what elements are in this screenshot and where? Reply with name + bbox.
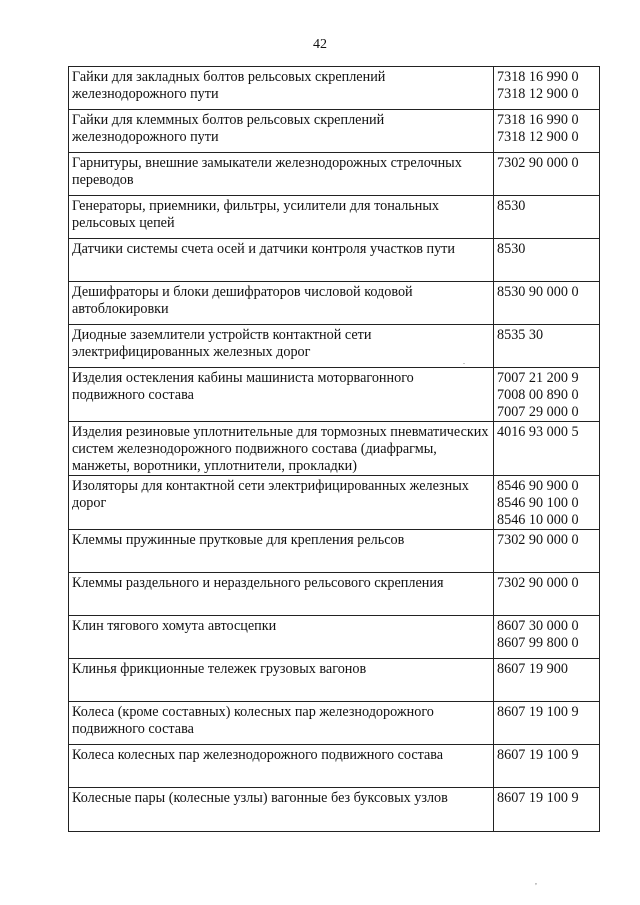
tnved-code-cell	[494, 530, 600, 573]
tnved-code-cell	[494, 325, 600, 368]
tnved-code: 7318 16 990 0	[497, 112, 579, 128]
product-name-cell: Клеммы раздельного и нераздельного рельсового скрепления	[69, 573, 494, 616]
product-name-cell: Колеса (кроме составных) колесных пар железнодорожного подвижного состава	[69, 702, 494, 745]
tnved-code: 8530	[497, 198, 526, 214]
tnved-code: 8530	[497, 241, 526, 257]
product-name-cell: Диодные заземлители устройств контактной сети электрифицированных железных дорог	[69, 325, 494, 368]
tnved-code: 8607 19 100 9	[497, 704, 579, 720]
tnved-code: 8607 19 100 9	[497, 790, 579, 806]
tnved-code: 8607 99 800 0	[497, 635, 579, 651]
product-name-cell: Гайки для клеммных болтов рельсовых скреплений железнодорожного пути	[69, 110, 494, 153]
scan-mark: ,	[535, 877, 537, 886]
product-name-cell: Дешифраторы и блоки дешифраторов числовой кодовой автоблокировки	[69, 282, 494, 325]
table-row	[69, 745, 600, 788]
tnved-code: 8530 90 000 0	[497, 284, 579, 300]
tnved-code: 7318 16 990 0	[497, 69, 579, 85]
tnved-code: 8607 19 900	[497, 661, 568, 677]
tnved-code: 8607 30 000 0	[497, 618, 579, 634]
tnved-code-cell	[494, 702, 600, 745]
product-name-cell: Изоляторы для контактной сети электрифицированных железных дорог	[69, 476, 494, 530]
product-name-cell: Изделия остекления кабины машиниста моторвагонного подвижного состава	[69, 368, 494, 422]
scan-mark: .	[463, 357, 465, 366]
tnved-code: 7008 00 890 0	[497, 387, 579, 403]
tnved-code-cell	[494, 573, 600, 616]
table-row	[69, 702, 600, 745]
tnved-code-cell	[494, 282, 600, 325]
table-row	[69, 573, 600, 616]
product-name-cell: Гайки для закладных болтов рельсовых скреплений железнодорожного пути	[69, 67, 494, 110]
tnved-code-cell	[494, 153, 600, 196]
tnved-code: 4016 93 000 5	[497, 424, 579, 440]
product-name-cell: Колесные пары (колесные узлы) вагонные без буксовых узлов	[69, 788, 494, 832]
table-row	[69, 788, 600, 832]
tnved-code: 7318 12 900 0	[497, 86, 579, 102]
tnved-code: 7302 90 000 0	[497, 575, 579, 591]
table-row	[69, 616, 600, 659]
table-row	[69, 422, 600, 476]
page-number: 42	[313, 37, 327, 52]
table-row	[69, 476, 600, 530]
table-row	[69, 325, 600, 368]
tnved-code-cell	[494, 196, 600, 239]
product-name-cell: Клин тягового хомута автосцепки	[69, 616, 494, 659]
tnved-code-cell	[494, 788, 600, 832]
product-name-cell: Колеса колесных пар железнодорожного подвижного состава	[69, 745, 494, 788]
tnved-code: 8546 10 000 0	[497, 512, 579, 528]
tnved-code-cell	[494, 659, 600, 702]
tnved-code-cell	[494, 745, 600, 788]
table-row	[69, 196, 600, 239]
product-name-cell: Генераторы, приемники, фильтры, усилители для тональных рельсовых цепей	[69, 196, 494, 239]
product-name-cell: Клинья фрикционные тележек грузовых вагонов	[69, 659, 494, 702]
tnved-code-cell	[494, 368, 600, 422]
tnved-code-cell	[494, 476, 600, 530]
product-name-cell: Клеммы пружинные прутковые для крепления рельсов	[69, 530, 494, 573]
tnved-code: 7302 90 000 0	[497, 155, 579, 171]
table-row	[69, 659, 600, 702]
tnved-code: 7318 12 900 0	[497, 129, 579, 145]
table-row	[69, 110, 600, 153]
tnved-code: 8607 19 100 9	[497, 747, 579, 763]
tnved-code: 8546 90 900 0	[497, 478, 579, 494]
tnved-code-cell	[494, 110, 600, 153]
tnved-code-cell	[494, 67, 600, 110]
tnved-code: 7007 29 000 0	[497, 404, 579, 420]
table-body	[69, 67, 600, 832]
tnved-code: 8546 90 100 0	[497, 495, 579, 511]
tnved-codes-table	[68, 66, 600, 832]
tnved-code: 7007 21 200 9	[497, 370, 579, 386]
tnved-code: 8535 30	[497, 327, 544, 343]
table-row	[69, 282, 600, 325]
table-row	[69, 67, 600, 110]
table-row	[69, 153, 600, 196]
tnved-code-cell	[494, 422, 600, 476]
tnved-code-cell	[494, 616, 600, 659]
tnved-code-cell	[494, 239, 600, 282]
table-row	[69, 239, 600, 282]
product-name-cell: Датчики системы счета осей и датчики контроля участков пути	[69, 239, 494, 282]
table-row	[69, 530, 600, 573]
product-name-cell: Гарнитуры, внешние замыкатели железнодорожных стрелочных переводов	[69, 153, 494, 196]
product-name-cell: Изделия резиновые уплотнительные для тормозных пневматических систем железнодорожного подвижного состава (диафрагмы, манжеты, воротники, уплотнители, прокладки)	[69, 422, 494, 476]
table-row	[69, 368, 600, 422]
tnved-code: 7302 90 000 0	[497, 532, 579, 548]
